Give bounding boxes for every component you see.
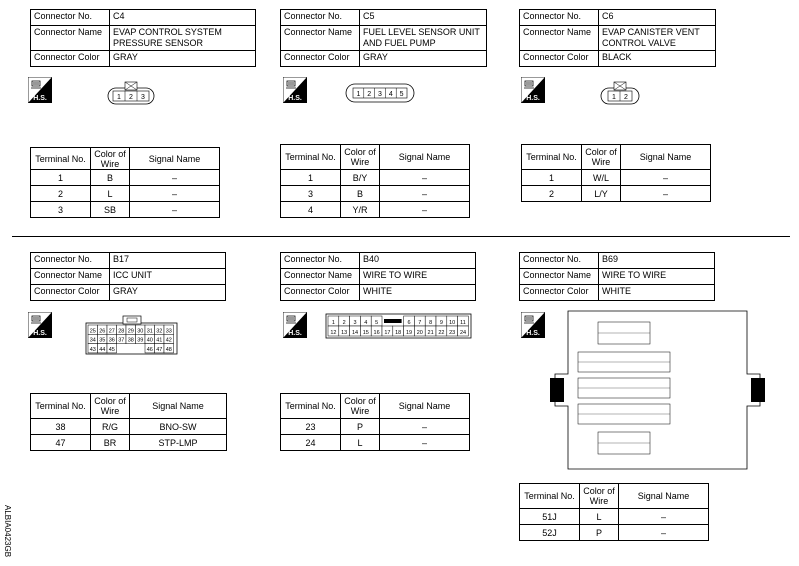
connector-name: EVAP CANISTER VENT CONTROL VALVE [599, 26, 716, 51]
terminal-no: 51J [520, 509, 580, 525]
pin-label: 34 [89, 337, 96, 344]
terminal-header: Terminal No. [522, 145, 582, 170]
pin-label: 37 [118, 337, 125, 344]
connector-face-b69 [550, 308, 765, 472]
signal-header: Signal Name [130, 394, 227, 419]
wire-color: P [341, 419, 380, 435]
pin-label: 41 [156, 337, 163, 344]
connector-no: B17 [110, 253, 226, 269]
terminal-table-b17 [30, 393, 227, 451]
harness-side-icon [28, 77, 52, 103]
connector-no: C5 [360, 10, 487, 26]
pin-label: 11 [460, 320, 466, 326]
pin-label: 39 [137, 337, 144, 344]
terminal-header: Terminal No. [31, 394, 91, 419]
table-row [522, 170, 711, 186]
hs-label: H.S. [288, 330, 302, 337]
connector-face-b40 [325, 313, 472, 339]
connector-name: EVAP CONTROL SYSTEM PRESSURE SENSOR [110, 26, 256, 51]
pin-label: 2 [624, 94, 628, 101]
pin-label: 3 [353, 320, 357, 326]
pin-label: 31 [146, 328, 153, 335]
info-label: Connector No. [31, 10, 110, 26]
pin-label: 1 [356, 91, 361, 98]
signal-name: – [380, 202, 470, 218]
connector-color: BLACK [599, 51, 716, 67]
signal-name: – [130, 186, 220, 202]
pin-label: 6 [407, 320, 411, 326]
info-label: Connector Name [31, 26, 110, 51]
signal-name: – [380, 170, 470, 186]
pin-label: 19 [405, 330, 413, 336]
pin-label: 21 [427, 330, 434, 336]
color-header: Color of Wire [580, 484, 619, 509]
wire-color: L [580, 509, 619, 525]
signal-header: Signal Name [621, 145, 711, 170]
pin-label: 29 [127, 328, 134, 335]
signal-header: Signal Name [130, 148, 220, 170]
pin-label: 22 [438, 330, 445, 336]
signal-name: – [380, 435, 470, 451]
wire-color: B/Y [341, 170, 380, 186]
pin-label: 16 [373, 330, 380, 336]
harness-side-icon [283, 312, 307, 338]
pin-label: 7 [418, 320, 422, 326]
pin-label: 15 [362, 330, 369, 336]
signal-name: STP-LMP [130, 435, 227, 451]
terminal-header: Terminal No. [281, 394, 341, 419]
color-header: Color of Wire [341, 394, 380, 419]
pin-label: 13 [341, 330, 348, 336]
harness-side-icon [28, 312, 52, 338]
harness-side-icon [521, 77, 545, 103]
pin-label: 20 [416, 330, 423, 336]
terminal-table-b69 [519, 483, 709, 541]
pin-label: 3 [141, 94, 145, 101]
signal-name: – [130, 170, 220, 186]
terminal-header: Terminal No. [281, 145, 341, 170]
wire-color: L [91, 186, 130, 202]
pin-label: 47 [156, 346, 163, 353]
table-row [520, 525, 709, 541]
pin-label: 36 [108, 337, 115, 344]
pin-label: 1 [612, 94, 616, 101]
wire-color: Y/R [341, 202, 380, 218]
color-header: Color of Wire [582, 145, 621, 170]
table-row [522, 186, 711, 202]
pin-label: 2 [367, 91, 372, 98]
hs-label: H.S. [526, 95, 540, 102]
terminal-table-c6 [521, 144, 711, 202]
pin-label: 32 [156, 328, 163, 335]
terminal-no: 4 [281, 202, 341, 218]
info-label: Connector Color [31, 285, 110, 301]
info-label: Connector Color [520, 285, 599, 301]
signal-header: Signal Name [380, 145, 470, 170]
pin-label: 40 [146, 337, 153, 344]
pin-label: 2 [342, 320, 346, 326]
pin-label: 3 [378, 91, 382, 98]
wire-color: L/Y [582, 186, 621, 202]
terminal-no: 1 [522, 170, 582, 186]
pin-label: 45 [108, 346, 115, 353]
color-header: Color of Wire [91, 148, 130, 170]
terminal-no: 38 [31, 419, 91, 435]
info-label: Connector Name [520, 26, 599, 51]
pin-label: 24 [459, 330, 467, 336]
connector-name: FUEL LEVEL SENSOR UNIT AND FUEL PUMP [360, 26, 487, 51]
pin-label: 26 [99, 328, 106, 335]
wire-color: P [580, 525, 619, 541]
pin-label: 18 [395, 330, 402, 336]
signal-header: Signal Name [619, 484, 709, 509]
pin-label: 33 [165, 328, 172, 335]
signal-name: – [380, 419, 470, 435]
pin-label: 14 [351, 330, 359, 336]
table-row [520, 509, 709, 525]
pin-label: 9 [439, 320, 443, 326]
wire-color: L [341, 435, 380, 451]
connector-info-b69 [519, 252, 715, 301]
hs-label: H.S. [33, 95, 47, 102]
wire-color: R/G [91, 419, 130, 435]
harness-side-icon [283, 77, 307, 103]
pin-label: 38 [127, 337, 134, 344]
info-label: Connector No. [281, 10, 360, 26]
signal-name: – [621, 170, 711, 186]
table-row [31, 435, 227, 451]
info-label: Connector Color [31, 51, 110, 67]
terminal-no: 3 [31, 202, 91, 218]
terminal-table-b40 [280, 393, 470, 451]
pin-label: 17 [384, 330, 391, 336]
pin-label: 44 [99, 346, 106, 353]
pin-label: 2 [129, 94, 133, 101]
terminal-no: 2 [31, 186, 91, 202]
pin-label: 12 [330, 330, 337, 336]
document-code: ALBIA0423GB [3, 505, 12, 558]
pin-label: 1 [331, 320, 335, 326]
connector-face-b17 [85, 314, 178, 356]
hs-label: H.S. [526, 330, 540, 337]
color-header: Color of Wire [341, 145, 380, 170]
signal-name: – [380, 186, 470, 202]
connector-info-c4 [30, 9, 256, 67]
connector-name: WIRE TO WIRE [360, 269, 476, 285]
wire-color: SB [91, 202, 130, 218]
pin-label: 28 [118, 328, 125, 335]
pin-label: 35 [99, 337, 106, 344]
terminal-no: 52J [520, 525, 580, 541]
pin-label: 10 [449, 320, 456, 326]
terminal-no: 1 [281, 170, 341, 186]
signal-header: Signal Name [380, 394, 470, 419]
table-row [31, 419, 227, 435]
connector-face-c4 [107, 80, 155, 106]
info-label: Connector Color [281, 285, 360, 301]
table-row [31, 186, 220, 202]
harness-side-icon [521, 312, 545, 338]
table-row [281, 202, 470, 218]
terminal-no: 3 [281, 186, 341, 202]
terminal-header: Terminal No. [31, 148, 91, 170]
table-row [281, 435, 470, 451]
connector-no: B40 [360, 253, 476, 269]
info-label: Connector No. [520, 10, 599, 26]
pin-label: 27 [108, 328, 115, 335]
section-divider [12, 236, 790, 237]
pin-label: 5 [399, 91, 404, 98]
hs-label: H.S. [33, 330, 47, 337]
wire-color: B [91, 170, 130, 186]
wire-color: B [341, 186, 380, 202]
table-row [31, 170, 220, 186]
terminal-table-c4 [30, 147, 220, 218]
wire-color: BR [91, 435, 130, 451]
info-label: Connector No. [31, 253, 110, 269]
terminal-table-c5 [280, 144, 470, 218]
connector-info-b17 [30, 252, 226, 301]
terminal-header: Terminal No. [520, 484, 580, 509]
table-row [281, 186, 470, 202]
info-label: Connector Name [520, 269, 599, 285]
table-row [31, 202, 220, 218]
connector-no: C4 [110, 10, 256, 26]
connector-info-c5 [280, 9, 487, 67]
pin-label: 4 [388, 91, 393, 98]
terminal-no: 24 [281, 435, 341, 451]
signal-name: BNO-SW [130, 419, 227, 435]
pin-label: 23 [449, 330, 456, 336]
connector-color: WHITE [360, 285, 476, 301]
connector-info-b40 [280, 252, 476, 301]
connector-color: GRAY [110, 285, 226, 301]
terminal-no: 2 [522, 186, 582, 202]
info-label: Connector Name [281, 269, 360, 285]
info-label: Connector Name [31, 269, 110, 285]
connector-name: WIRE TO WIRE [599, 269, 715, 285]
connector-color: WHITE [599, 285, 715, 301]
pin-label: 46 [146, 346, 153, 353]
pin-label: 42 [165, 337, 172, 344]
signal-name: – [621, 186, 711, 202]
pin-label: 8 [429, 320, 433, 326]
pin-label: 4 [364, 320, 368, 326]
connector-name: ICC UNIT [110, 269, 226, 285]
connector-no: C6 [599, 10, 716, 26]
hs-label: H.S. [288, 95, 302, 102]
terminal-no: 23 [281, 419, 341, 435]
pin-label: 48 [165, 346, 172, 353]
table-row [281, 170, 470, 186]
terminal-no: 47 [31, 435, 91, 451]
info-label: Connector No. [281, 253, 360, 269]
signal-name: – [619, 509, 709, 525]
connector-color: GRAY [110, 51, 256, 67]
connector-face-c5 [345, 82, 415, 104]
connector-info-c6 [519, 9, 716, 67]
table-row [281, 419, 470, 435]
info-label: Connector Name [281, 26, 360, 51]
connector-face-c6 [600, 80, 640, 106]
pin-label: 43 [89, 346, 96, 353]
info-label: Connector No. [520, 253, 599, 269]
connector-color: GRAY [360, 51, 487, 67]
pin-label: 1 [117, 94, 121, 101]
pin-label: 25 [89, 328, 96, 335]
wire-color: W/L [582, 170, 621, 186]
connector-no: B69 [599, 253, 715, 269]
connector-key [384, 319, 402, 323]
color-header: Color of Wire [91, 394, 130, 419]
signal-name: – [130, 202, 220, 218]
terminal-no: 1 [31, 170, 91, 186]
pin-label: 30 [137, 328, 144, 335]
pin-label: 5 [375, 320, 379, 326]
signal-name: – [619, 525, 709, 541]
info-label: Connector Color [281, 51, 360, 67]
info-label: Connector Color [520, 51, 599, 67]
